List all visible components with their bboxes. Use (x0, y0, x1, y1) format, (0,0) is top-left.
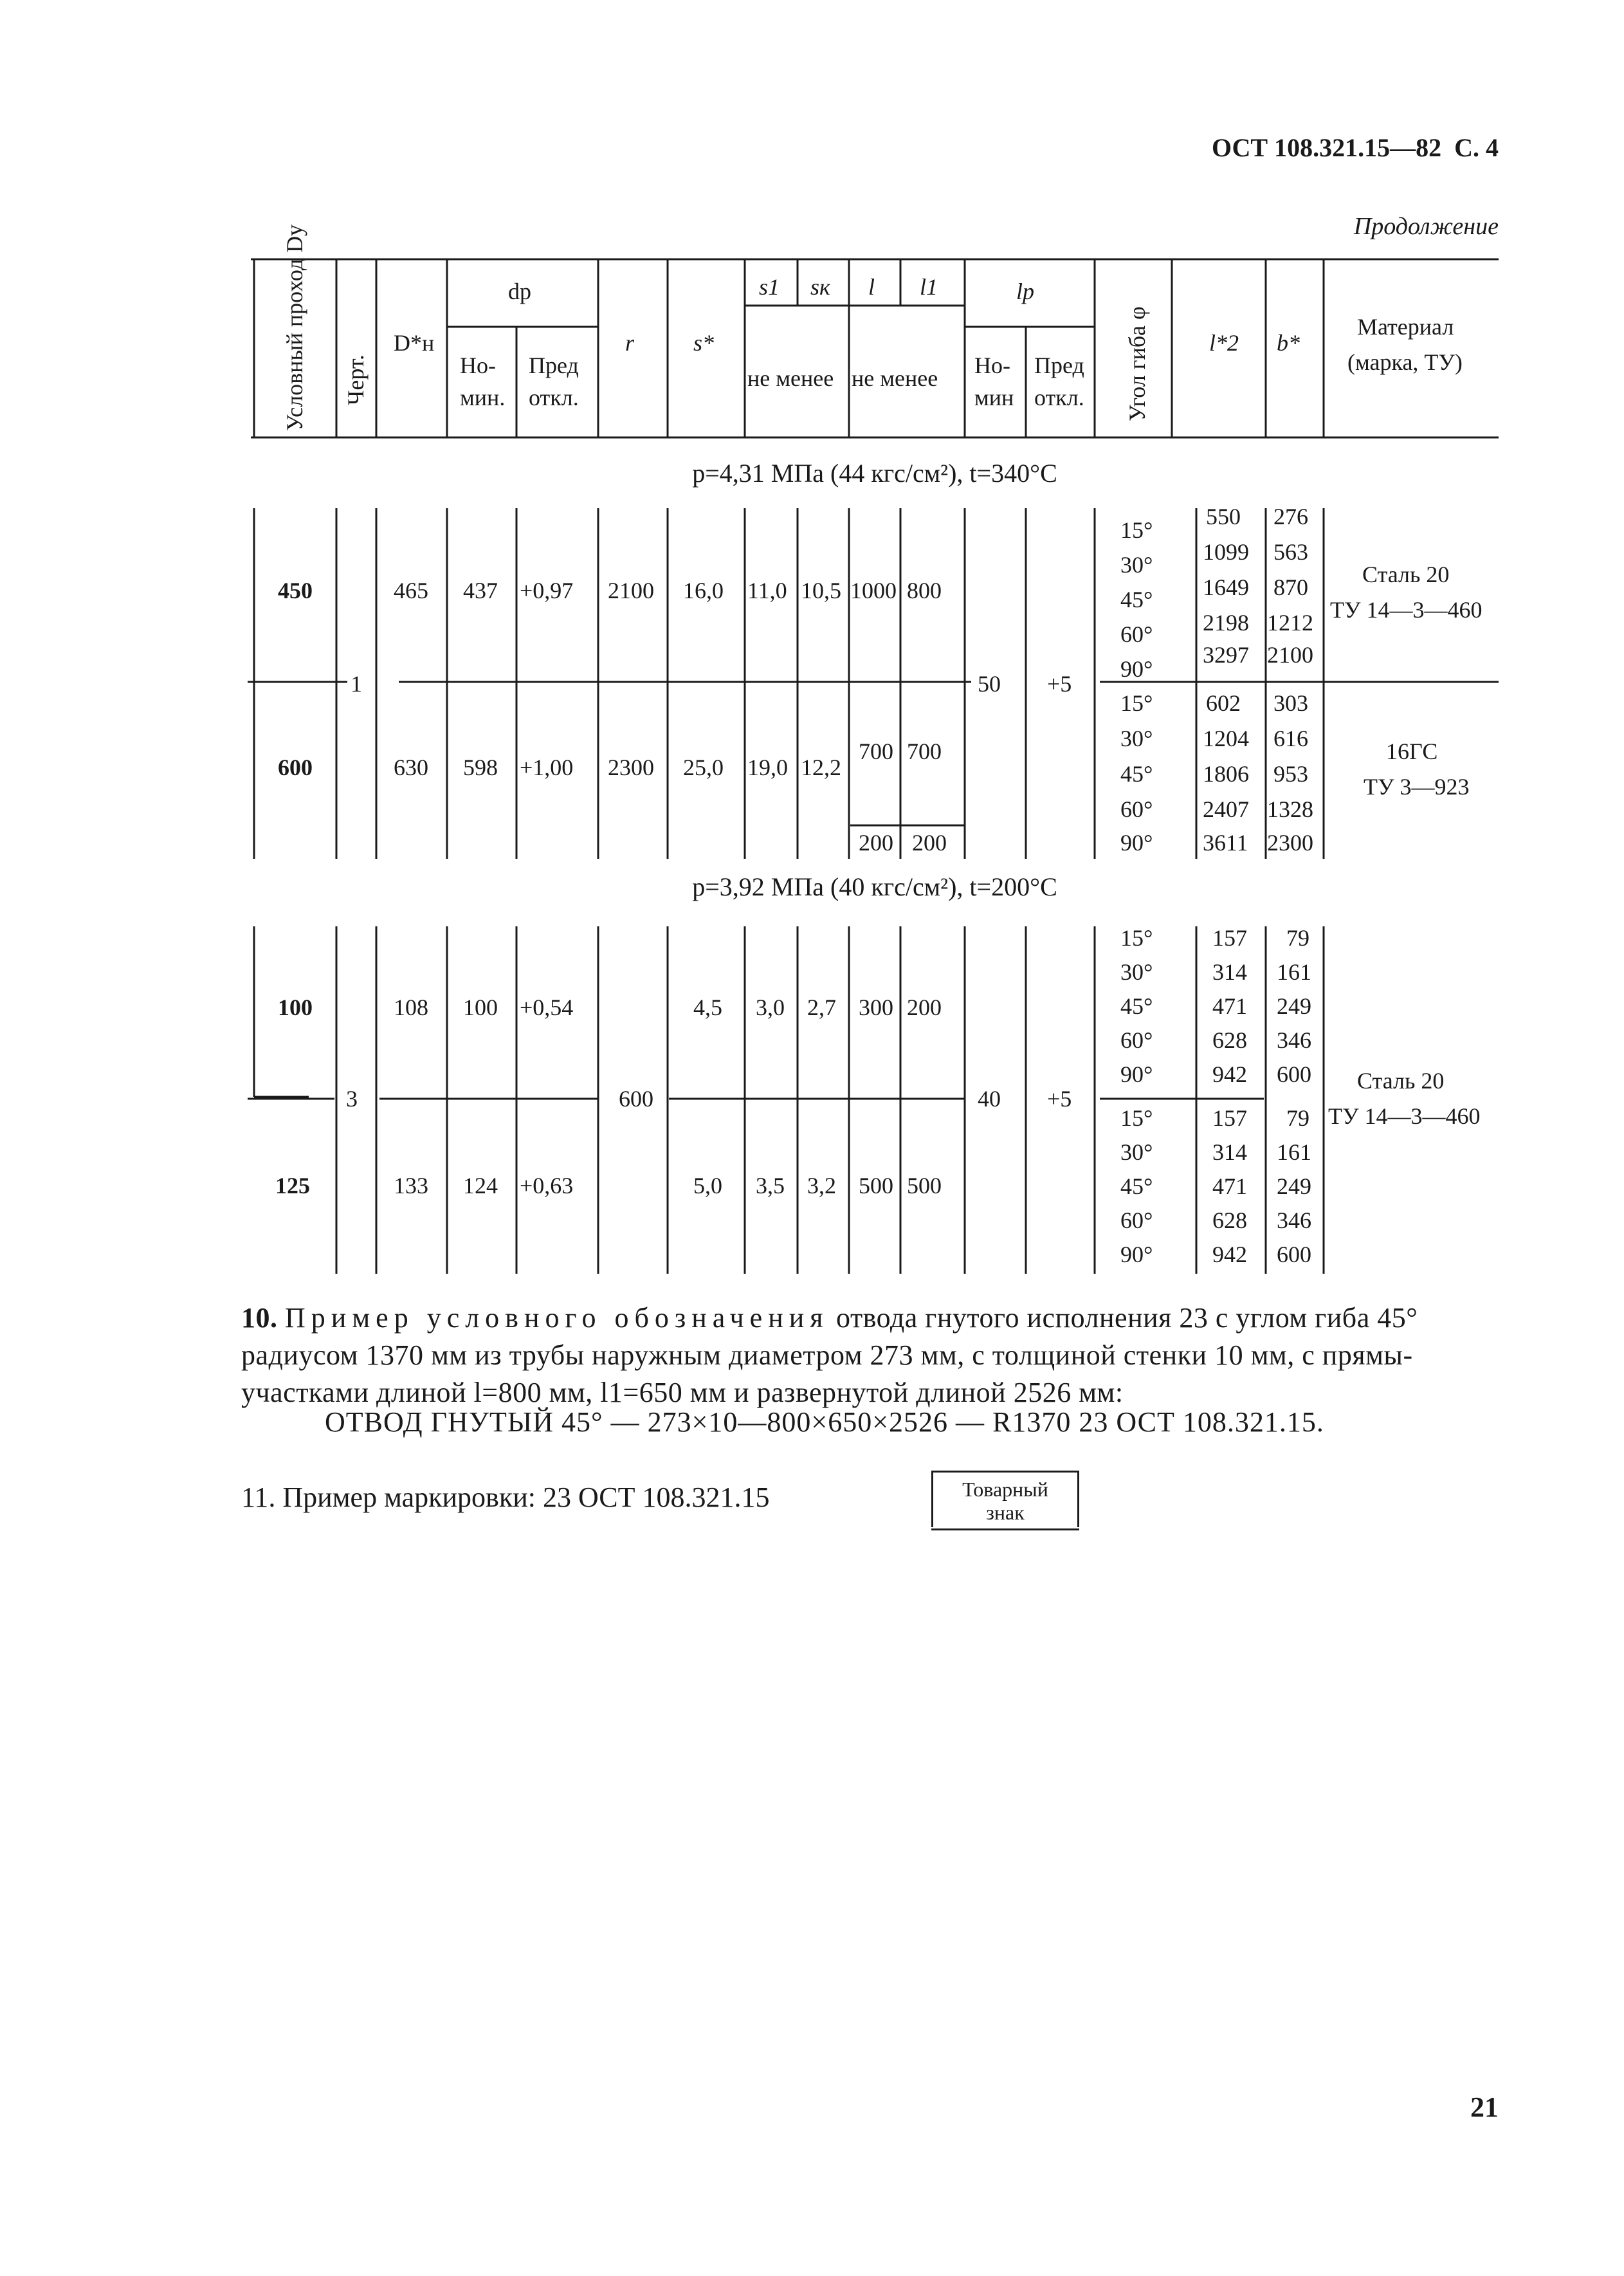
row-600-l1: 700 (907, 739, 942, 764)
row-100-sk: 2,7 (807, 995, 836, 1020)
g3-l2-0: 157 (1212, 1105, 1247, 1131)
g1-b-0: 303 (1273, 690, 1308, 716)
header-ne-menee-2: не менее (852, 365, 938, 391)
g1-b-4: 2300 (1267, 830, 1313, 856)
row-600-l: 700 (859, 739, 893, 764)
paragraph-10-lead: Пример условного обозначения (285, 1302, 829, 1334)
g3-angle-3: 60° (1120, 1207, 1153, 1233)
g2-l2-4: 942 (1212, 1061, 1247, 1087)
g1-b-2: 953 (1273, 761, 1308, 787)
trademark-line-2: знак (986, 1501, 1025, 1524)
row-450-sk: 10,5 (801, 578, 841, 603)
header-lp-pred-1: Пред (1034, 353, 1084, 378)
g1-angle-4: 90° (1120, 830, 1153, 856)
header-b: b* (1277, 330, 1300, 356)
g2-angle-2: 45° (1120, 993, 1153, 1019)
g2-angle-0: 15° (1120, 925, 1153, 951)
page-label: С. 4 (1454, 133, 1499, 162)
g3-angle-2: 45° (1120, 1173, 1153, 1199)
material-1-line1: Сталь 20 (1362, 562, 1450, 587)
g1-b-3: 1328 (1267, 796, 1313, 822)
paragraph-10-line1-rest: отвода гнутого исполнения 23 с углом гиба 45° (828, 1302, 1418, 1334)
header-l1: l1 (920, 274, 938, 300)
g3-l2-3: 628 (1212, 1207, 1247, 1233)
row-125-s1: 3,5 (756, 1173, 785, 1198)
g2-b-4: 600 (1277, 1061, 1311, 1087)
material-2-line1: 16ГС (1386, 739, 1438, 764)
material-3-line1: Сталь 20 (1357, 1068, 1445, 1094)
g0-l2-1: 1099 (1203, 539, 1249, 565)
header-chert: Черт. (343, 354, 369, 405)
header-material-2: (марка, ТУ) (1347, 349, 1463, 375)
row-125-l: 500 (859, 1173, 893, 1198)
g3-b-3: 346 (1277, 1207, 1311, 1233)
r-section2: 600 (619, 1086, 653, 1112)
header-dn: D*н (394, 330, 435, 356)
g2-angle-3: 60° (1120, 1027, 1153, 1053)
row-450-l: 1000 (850, 578, 897, 603)
g1-l2-1: 1204 (1203, 726, 1249, 751)
header-lp-pred-2: откл. (1034, 385, 1084, 410)
g3-l2-4: 942 (1212, 1242, 1247, 1267)
header-s: s* (693, 330, 715, 356)
g2-l2-3: 628 (1212, 1027, 1247, 1053)
row-100-l: 300 (859, 995, 893, 1020)
g0-b-3: 1212 (1267, 610, 1313, 636)
row-125-dp-nom: 124 (463, 1173, 498, 1198)
row-450-dy: 450 (278, 578, 313, 603)
row-125-dy: 125 (275, 1173, 310, 1198)
lp-nom-section2: 40 (978, 1086, 1001, 1112)
g0-angle-4: 90° (1120, 656, 1153, 682)
g3-l2-1: 314 (1212, 1139, 1247, 1165)
row-125-l1: 500 (907, 1173, 942, 1198)
section2-group-a (1120, 925, 1311, 1087)
g0-l2-2: 1649 (1203, 574, 1249, 600)
section2-group-b (1120, 1105, 1311, 1267)
paragraph-10 (241, 1299, 1515, 1411)
row-100-dp-nom: 100 (463, 995, 498, 1020)
g0-angle-3: 60° (1120, 621, 1153, 647)
row-100-l1: 200 (907, 995, 942, 1020)
g3-b-4: 600 (1277, 1242, 1311, 1267)
row-450-l1: 800 (907, 578, 942, 603)
header-lp: lр (1016, 279, 1035, 304)
g2-l2-0: 157 (1212, 925, 1247, 951)
row-100-s: 4,5 (693, 995, 722, 1020)
paragraph-10-number: 10. (241, 1302, 278, 1334)
material-3-line2: ТУ 14—3—460 (1328, 1103, 1481, 1129)
paragraph-11: 11. Пример маркировки: 23 ОСТ 108.321.15 (241, 1482, 770, 1513)
paragraph-10-line-1 (241, 1299, 1515, 1337)
section-2-conditions: p=3,92 МПа (40 кгс/см²), t=200°С (692, 872, 1057, 901)
g0-b-4: 2100 (1267, 642, 1313, 668)
g0-l2-3: 2198 (1203, 610, 1249, 636)
g3-b-0: 79 (1286, 1105, 1309, 1131)
g3-angle-1: 30° (1120, 1139, 1153, 1165)
page-number: 21 (1470, 2091, 1499, 2123)
designation-formula: ОТВОД ГНУТЫЙ 45° — 273×10—800×650×2526 — R1370 23 ОСТ 108.321.15. (325, 1406, 1324, 1438)
header-material-1: Материал (1357, 314, 1454, 340)
g0-l2-4: 3297 (1203, 642, 1249, 668)
header-sk: sк (810, 274, 830, 300)
g1-angle-2: 45° (1120, 761, 1153, 787)
row-125-s: 5,0 (693, 1173, 722, 1198)
header-lp-nom-2: мин (974, 385, 1014, 410)
section-1-conditions: p=4,31 МПа (44 кгс/см²), t=340°С (692, 459, 1057, 488)
row-450-dp-pred: +0,97 (520, 578, 574, 603)
paragraph-10-line-2: радиусом 1370 мм из трубы наружным диаметром 273 мм, с толщиной стенки 10 мм, с прямы- (241, 1339, 1413, 1371)
header-ne-menee-1: не менее (747, 365, 834, 391)
g2-b-2: 249 (1277, 993, 1311, 1019)
header-dp-pred-2: откл. (529, 385, 579, 410)
trademark-line-1: Товарный (962, 1478, 1048, 1501)
header-lp-nom-1: Но- (974, 353, 1010, 378)
g2-b-3: 346 (1277, 1027, 1311, 1053)
row-600-sk: 12,2 (801, 755, 841, 780)
chert-3: 3 (346, 1086, 358, 1112)
row-600-l1-b: 200 (912, 830, 947, 856)
g1-angle-3: 60° (1120, 796, 1153, 822)
row-600-dy: 600 (278, 755, 313, 780)
g0-angle-1: 30° (1120, 552, 1153, 578)
header-dp-nom-1: Но- (460, 353, 496, 378)
g1-angle-1: 30° (1120, 726, 1153, 751)
row-100-dy: 100 (278, 995, 313, 1020)
g1-l2-4: 3611 (1203, 830, 1248, 856)
section1-group-a (1120, 504, 1313, 682)
row-100-dn: 108 (394, 995, 428, 1020)
row-125-sk: 3,2 (807, 1173, 836, 1198)
g1-angle-0: 15° (1120, 690, 1153, 716)
header-r: r (625, 330, 635, 356)
row-600-r: 2300 (608, 755, 654, 780)
row-600-dp-nom: 598 (463, 755, 498, 780)
g2-angle-4: 90° (1120, 1061, 1153, 1087)
g3-b-1: 161 (1277, 1139, 1311, 1165)
g3-b-2: 249 (1277, 1173, 1311, 1199)
row-100-s1: 3,0 (756, 995, 785, 1020)
header-l: l (868, 274, 875, 300)
row-450-s: 16,0 (683, 578, 724, 603)
row-600-s: 25,0 (683, 755, 724, 780)
continuation-label: Продолжение (1353, 213, 1499, 240)
g2-angle-1: 30° (1120, 959, 1153, 985)
lp-pred-section2: +5 (1047, 1086, 1072, 1112)
g0-b-0: 276 (1273, 504, 1308, 529)
g1-l2-2: 1806 (1203, 761, 1249, 787)
header-l2: l*2 (1209, 330, 1239, 356)
row-450-s1: 11,0 (747, 578, 787, 603)
g2-b-0: 79 (1286, 925, 1309, 951)
row-600-dp-pred: +1,00 (520, 755, 574, 780)
g2-l2-2: 471 (1212, 993, 1247, 1019)
lp-pred-section1: +5 (1047, 671, 1072, 697)
material-2-line2: ТУ 3—923 (1364, 774, 1470, 800)
header-dp-nom-2: мин. (460, 385, 506, 410)
row-125-dn: 133 (394, 1173, 428, 1198)
g0-b-1: 563 (1273, 539, 1308, 565)
header-s1: s1 (759, 274, 780, 300)
g3-angle-0: 15° (1120, 1105, 1153, 1131)
row-450-r: 2100 (608, 578, 654, 603)
g2-b-1: 161 (1277, 959, 1311, 985)
header-dp-pred-1: Пред (529, 353, 579, 378)
g1-l2-3: 2407 (1203, 796, 1249, 822)
g1-b-1: 616 (1273, 726, 1308, 751)
trademark-box (931, 1471, 1079, 1527)
material-1-line2: ТУ 14—3—460 (1330, 597, 1483, 623)
header-dp: dр (508, 279, 531, 304)
section1-group-b (1120, 690, 1313, 856)
header-dy: Условный проход Dу (282, 224, 307, 431)
g0-b-2: 870 (1273, 574, 1308, 600)
row-125-dp-pred: +0,63 (520, 1173, 574, 1198)
row-100-dp-pred: +0,54 (520, 995, 574, 1020)
row-600-dn: 630 (394, 755, 428, 780)
g0-angle-2: 45° (1120, 587, 1153, 612)
lp-nom-section1: 50 (978, 671, 1001, 697)
row-450-dp-nom: 437 (463, 578, 498, 603)
trademark-box-bottom (931, 1528, 1079, 1530)
g3-l2-2: 471 (1212, 1173, 1247, 1199)
header-angle: Угол гиба φ (1124, 306, 1150, 421)
g0-l2-0: 550 (1206, 504, 1241, 529)
row-600-l-b: 200 (859, 830, 893, 856)
g3-angle-4: 90° (1120, 1242, 1153, 1267)
paragraph-10-line-3: участками длиной l=800 мм, l1=650 мм и развернутой длиной 2526 мм: (241, 1377, 1124, 1408)
g0-angle-0: 15° (1120, 517, 1153, 543)
row-450-dn: 465 (394, 578, 428, 603)
row-600-s1: 19,0 (747, 755, 788, 780)
standard-code: ОСТ 108.321.15—82 (1211, 133, 1442, 162)
g2-l2-1: 314 (1212, 959, 1247, 985)
chert-1: 1 (351, 671, 362, 697)
g1-l2-0: 602 (1206, 690, 1241, 716)
